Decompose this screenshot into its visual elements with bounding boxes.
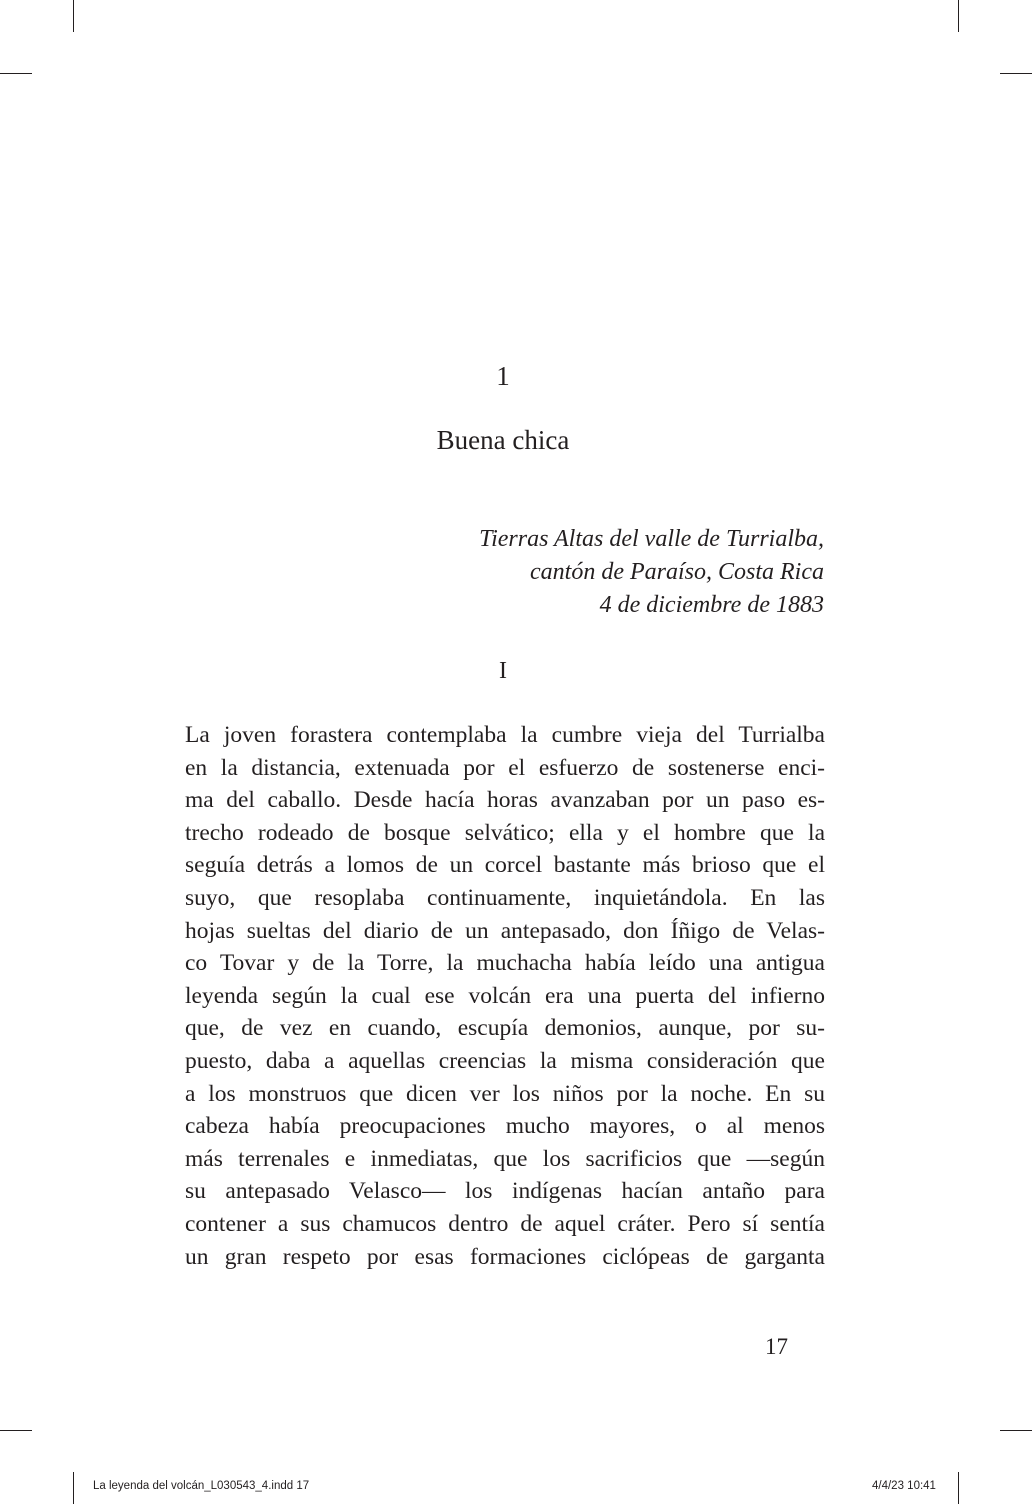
chapter-title: Buena chica [436, 425, 570, 455]
crop-mark-right-top [1000, 73, 1032, 74]
epigraph-line: Tierras Altas del valle de Turrialba, [479, 526, 824, 552]
body-line: puesto, daba a aquellas creencias la misma consideración que [185, 1047, 825, 1074]
section-number: I [499, 658, 507, 684]
body-line: leyenda según la cual ese volcán era una puerta del infierno [185, 982, 825, 1009]
epigraph-line: 4 de diciembre de 1883 [599, 592, 824, 618]
crop-mark-right-bottom [1000, 1430, 1032, 1431]
body-line: suyo, que resoplaba continuamente, inquietándola. En las [185, 884, 825, 911]
epigraph-line: cantón de Paraíso, Costa Rica [530, 559, 824, 585]
crop-mark-bottom-left [73, 1472, 74, 1504]
crop-mark-left-top [0, 73, 32, 74]
body-line: trecho rodeado de bosque selvático; ella y el hombre que la [185, 819, 825, 846]
page-number: 17 [765, 1334, 788, 1359]
epigraph [479, 523, 824, 622]
body-line: más terrenales e inmediatas, que los sacrificios que —según [185, 1145, 825, 1172]
body-line: un gran respeto por esas formaciones ciclópeas de garganta [185, 1243, 825, 1270]
body-line: hojas sueltas del diario de un antepasado, don Íñigo de Velas- [185, 917, 825, 944]
slug-filename: La leyenda del volcán_L030543_4.indd 17 [93, 1480, 310, 1492]
body-line: en la distancia, extenuada por el esfuerzo de sostenerse enci- [185, 754, 825, 781]
body-line: a los monstruos que dicen ver los niños por la noche. En su [185, 1080, 825, 1107]
chapter-number: 1 [496, 361, 510, 391]
body-line: cabeza había preocupaciones mucho mayores, o al menos [185, 1113, 825, 1140]
body-line: contener a sus chamucos dentro de aquel cráter. Pero sí sentía [185, 1210, 825, 1237]
crop-mark-bottom-right [958, 1472, 959, 1504]
body-line: su antepasado Velasco— los indígenas hacían antaño para [185, 1178, 825, 1205]
crop-mark-top-left [73, 0, 74, 32]
body-line: ma del caballo. Desde hacía horas avanzaban por un paso es- [185, 787, 825, 814]
crop-mark-left-bottom [0, 1430, 32, 1431]
body-line: que, de vez en cuando, escupía demonios, aunque, por su- [185, 1015, 825, 1042]
body-line: seguía detrás a lomos de un corcel bastante más brioso que el [185, 852, 825, 879]
body-text [185, 719, 825, 1273]
slug-datetime: 4/4/23 10:41 [872, 1480, 936, 1492]
body-line: La joven forastera contemplaba la cumbre vieja del Turrialba [185, 722, 825, 748]
crop-mark-top-right [958, 0, 959, 32]
body-line: co Tovar y de la Torre, la muchacha había leído una antigua [185, 950, 825, 977]
